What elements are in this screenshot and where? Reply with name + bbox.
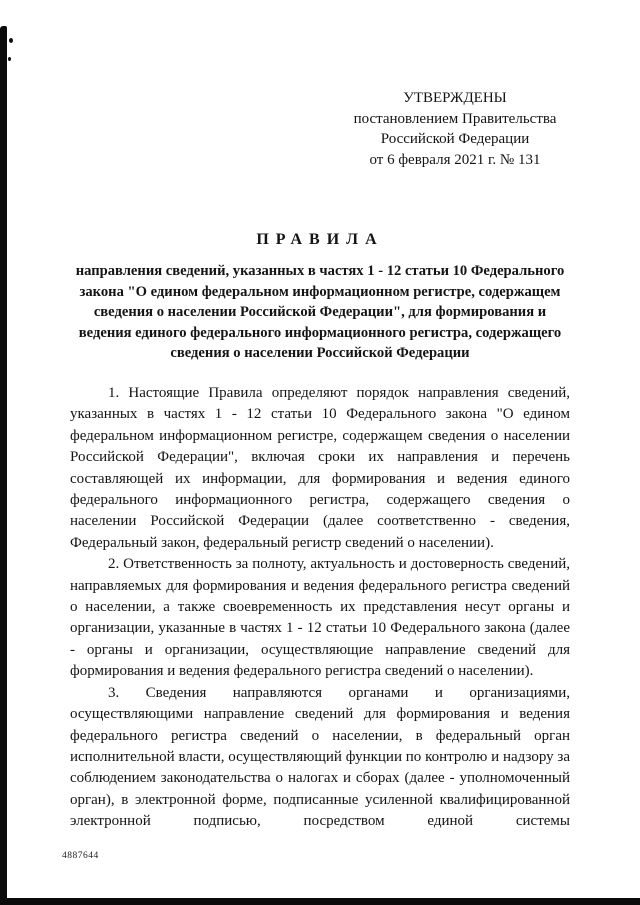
approval-line: от 6 февраля 2021 г. № 131	[369, 151, 541, 168]
approval-stamp	[325, 88, 585, 170]
paragraph: 2. Ответственность за полноту, актуальность и достоверность сведений, направляемых для формирования и ведения федерального регистра сведений о населении, а также своевременность их представления несут органы и организации, указанные в частях 1 - 12 статьи 10 Федерального закона (далее - органы и организации, осуществляющие направление сведений для формирования и ведения федерального регистра сведений о населении).	[70, 556, 570, 680]
scan-edge-left	[0, 26, 7, 898]
paragraph: 3. Сведения направляются органами и организациями, осуществляющими направление сведений для формирования и ведения федерального регистра сведений о населении, в федеральный орган исполнительной власти, осуществляющий функции по контролю и надзору за соблюдением законодательства о налогах и сборах (далее - уполномоченный орган), в электронной форме, подписанные усиленной квалифицированной электронной подписью, посредством единой системы	[70, 684, 570, 830]
approval-line: Российской Федерации	[380, 131, 530, 147]
footer-code: 4887644	[62, 851, 99, 861]
document-title: ПРАВИЛА	[256, 231, 384, 248]
scan-speck	[9, 38, 13, 43]
scan-edge-bottom	[0, 898, 640, 905]
document-subtitle: направления сведений, указанных в частях 1 - 12 статьи 10 Федерального закона "О едином федеральном информационном регистре, содержащем сведения о населении Российской Федерации", для формирования и ведения единого федерального информационного регистра, содержащего сведения о населении Российской Федерации	[75, 263, 565, 362]
document-body	[70, 383, 570, 833]
approval-line: постановлением Правительства	[353, 110, 557, 127]
approval-line: УТВЕРЖДЕНЫ	[403, 90, 507, 106]
scan-speck	[8, 57, 11, 61]
paragraph: 1. Настоящие Правила определяют порядок направления сведений, указанных в частях 1 - 12 статьи 10 Федерального закона "О едином федеральном информационном регистре, содержащем сведения о населении Российской Федерации", включая сроки их направления и перечень составляющей их информации, для формирования и ведения единого федерального информационного регистра, содержащего сведения о населении Российской Федерации (далее соответственно - сведения, Федеральный закон, федеральный регистр сведений о населении).	[70, 385, 570, 551]
